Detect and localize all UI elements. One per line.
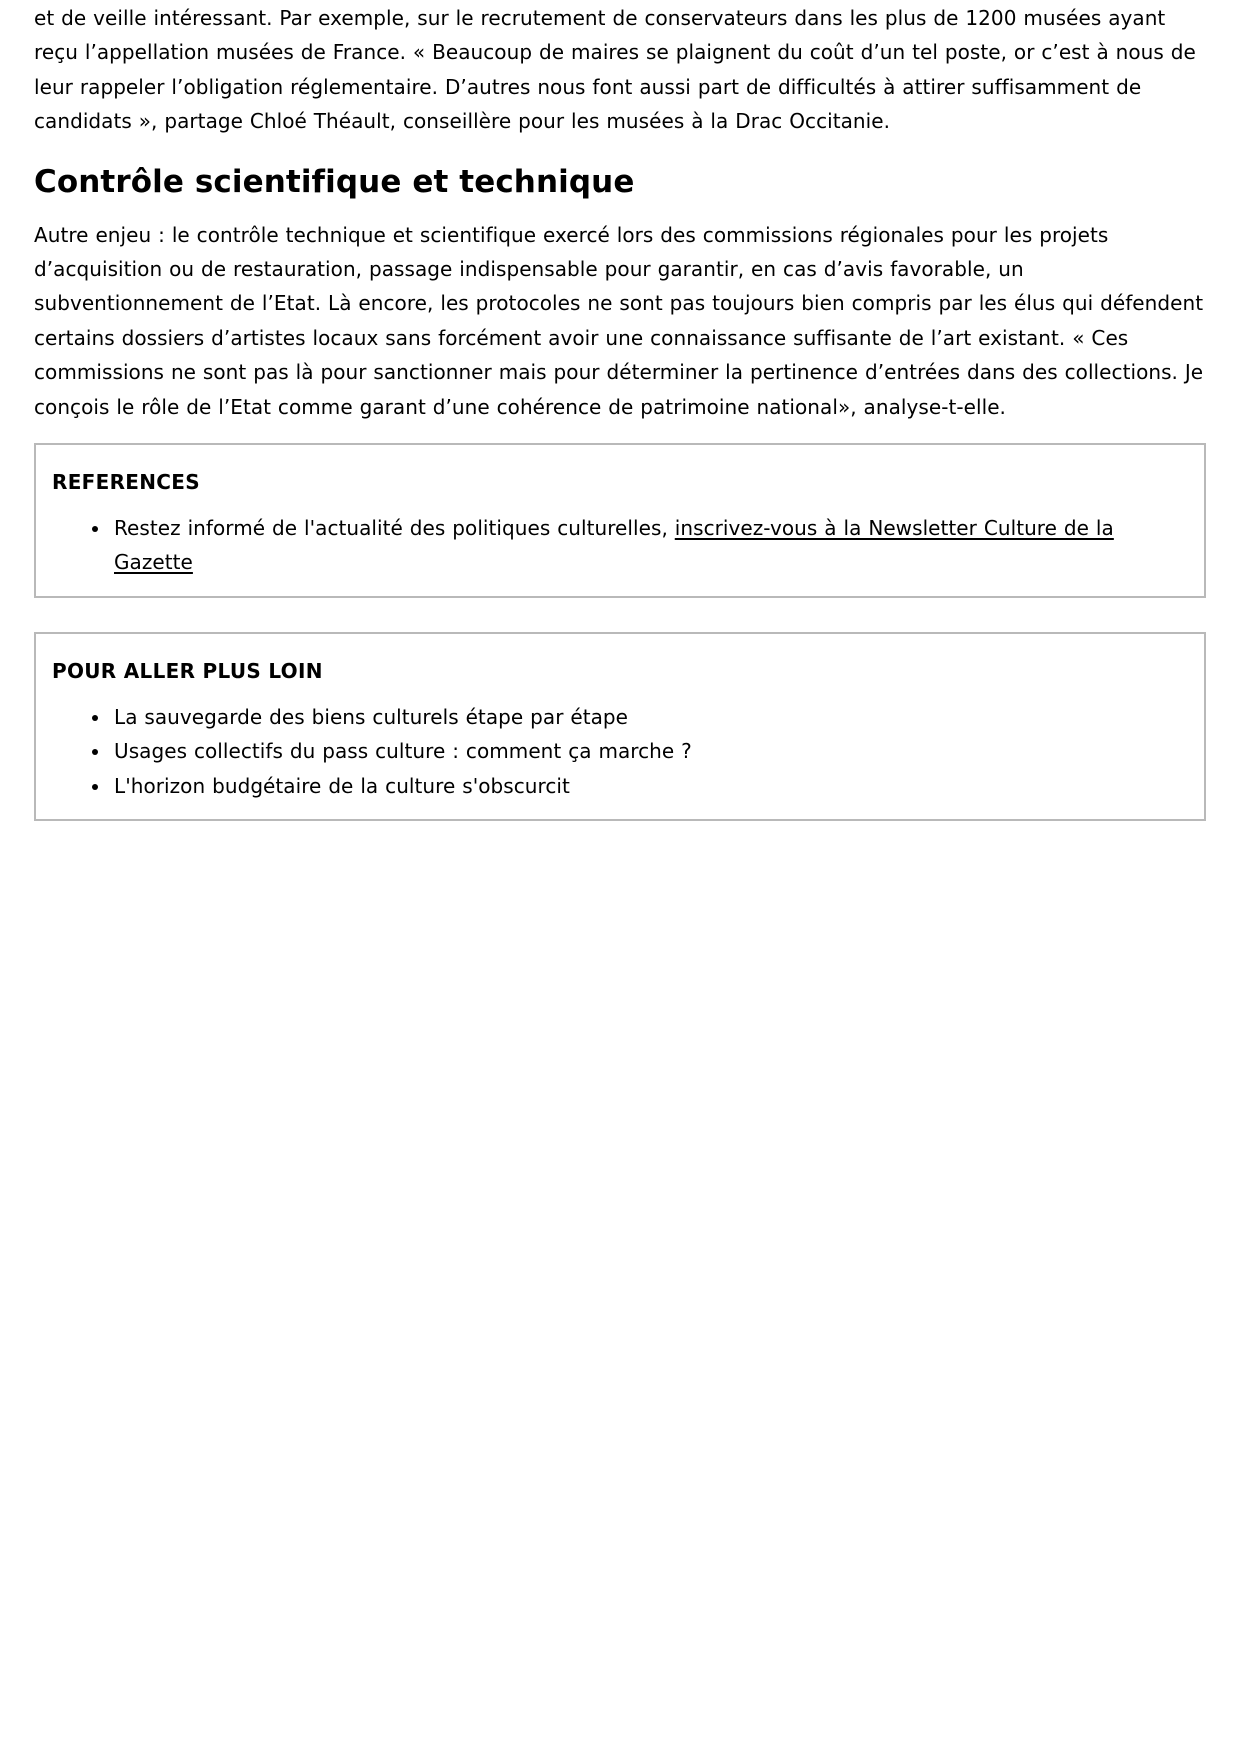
section-heading: Contrôle scientifique et technique	[34, 163, 635, 200]
list-item	[114, 511, 1188, 580]
further-reading-item-horizon-budgetaire[interactable]: L'horizon budgétaire de la culture s'obscurcit	[114, 769, 1188, 803]
intro-paragraph: et de veille intéressant. Par exemple, sur le recrutement de conservateurs dans les plus de 1200 musées ayant reçu l’appellation musées de France. « Beaucoup de maires se plaignent du coût d’un tel poste, or c’est à nous de leur rappeler l’obligation réglementaire. D’autres nous font aussi part de difficultés à attirer suffisamment de candidats », partage Chloé Théault, conseillère pour les musées à la Drac Occitanie.	[34, 6, 1196, 134]
further-reading-title: POUR ALLER PLUS LOIN	[52, 658, 323, 683]
reference-text: Restez informé de l'actualité des politiques culturelles,	[114, 516, 675, 541]
further-reading-box	[34, 632, 1206, 821]
references-list	[52, 511, 1188, 580]
references-title: REFERENCES	[52, 470, 200, 495]
references-box	[34, 443, 1206, 598]
section-paragraph: Autre enjeu : le contrôle technique et scientifique exercé lors des commissions régionales pour les projets d’acquisition ou de restauration, passage indispensable pour garantir, en cas d’avis favorable, un subventionnement de l’Etat. Là encore, les protocoles ne sont pas toujours bien compris par les élus qui défendent certains dossiers d’artistes locaux sans forcément avoir une connaissance suffisante de l’art existant. « Ces commissions ne sont pas là pour sanctionner mais pour déterminer la pertinence d’entrées dans des collections. Je conçois le rôle de l’Etat comme garant d’une cohérence de patrimoine national», analyse-t-elle.	[34, 222, 1204, 419]
further-reading-list	[52, 700, 1188, 803]
further-reading-item-pass-culture[interactable]: Usages collectifs du pass culture : comment ça marche ?	[114, 734, 1188, 768]
further-reading-item-sauvegarde[interactable]: La sauvegarde des biens culturels étape par étape	[114, 700, 1188, 734]
newsletter-link[interactable]: inscrivez-vous à la Newsletter Culture de la Gazette	[114, 516, 1114, 575]
